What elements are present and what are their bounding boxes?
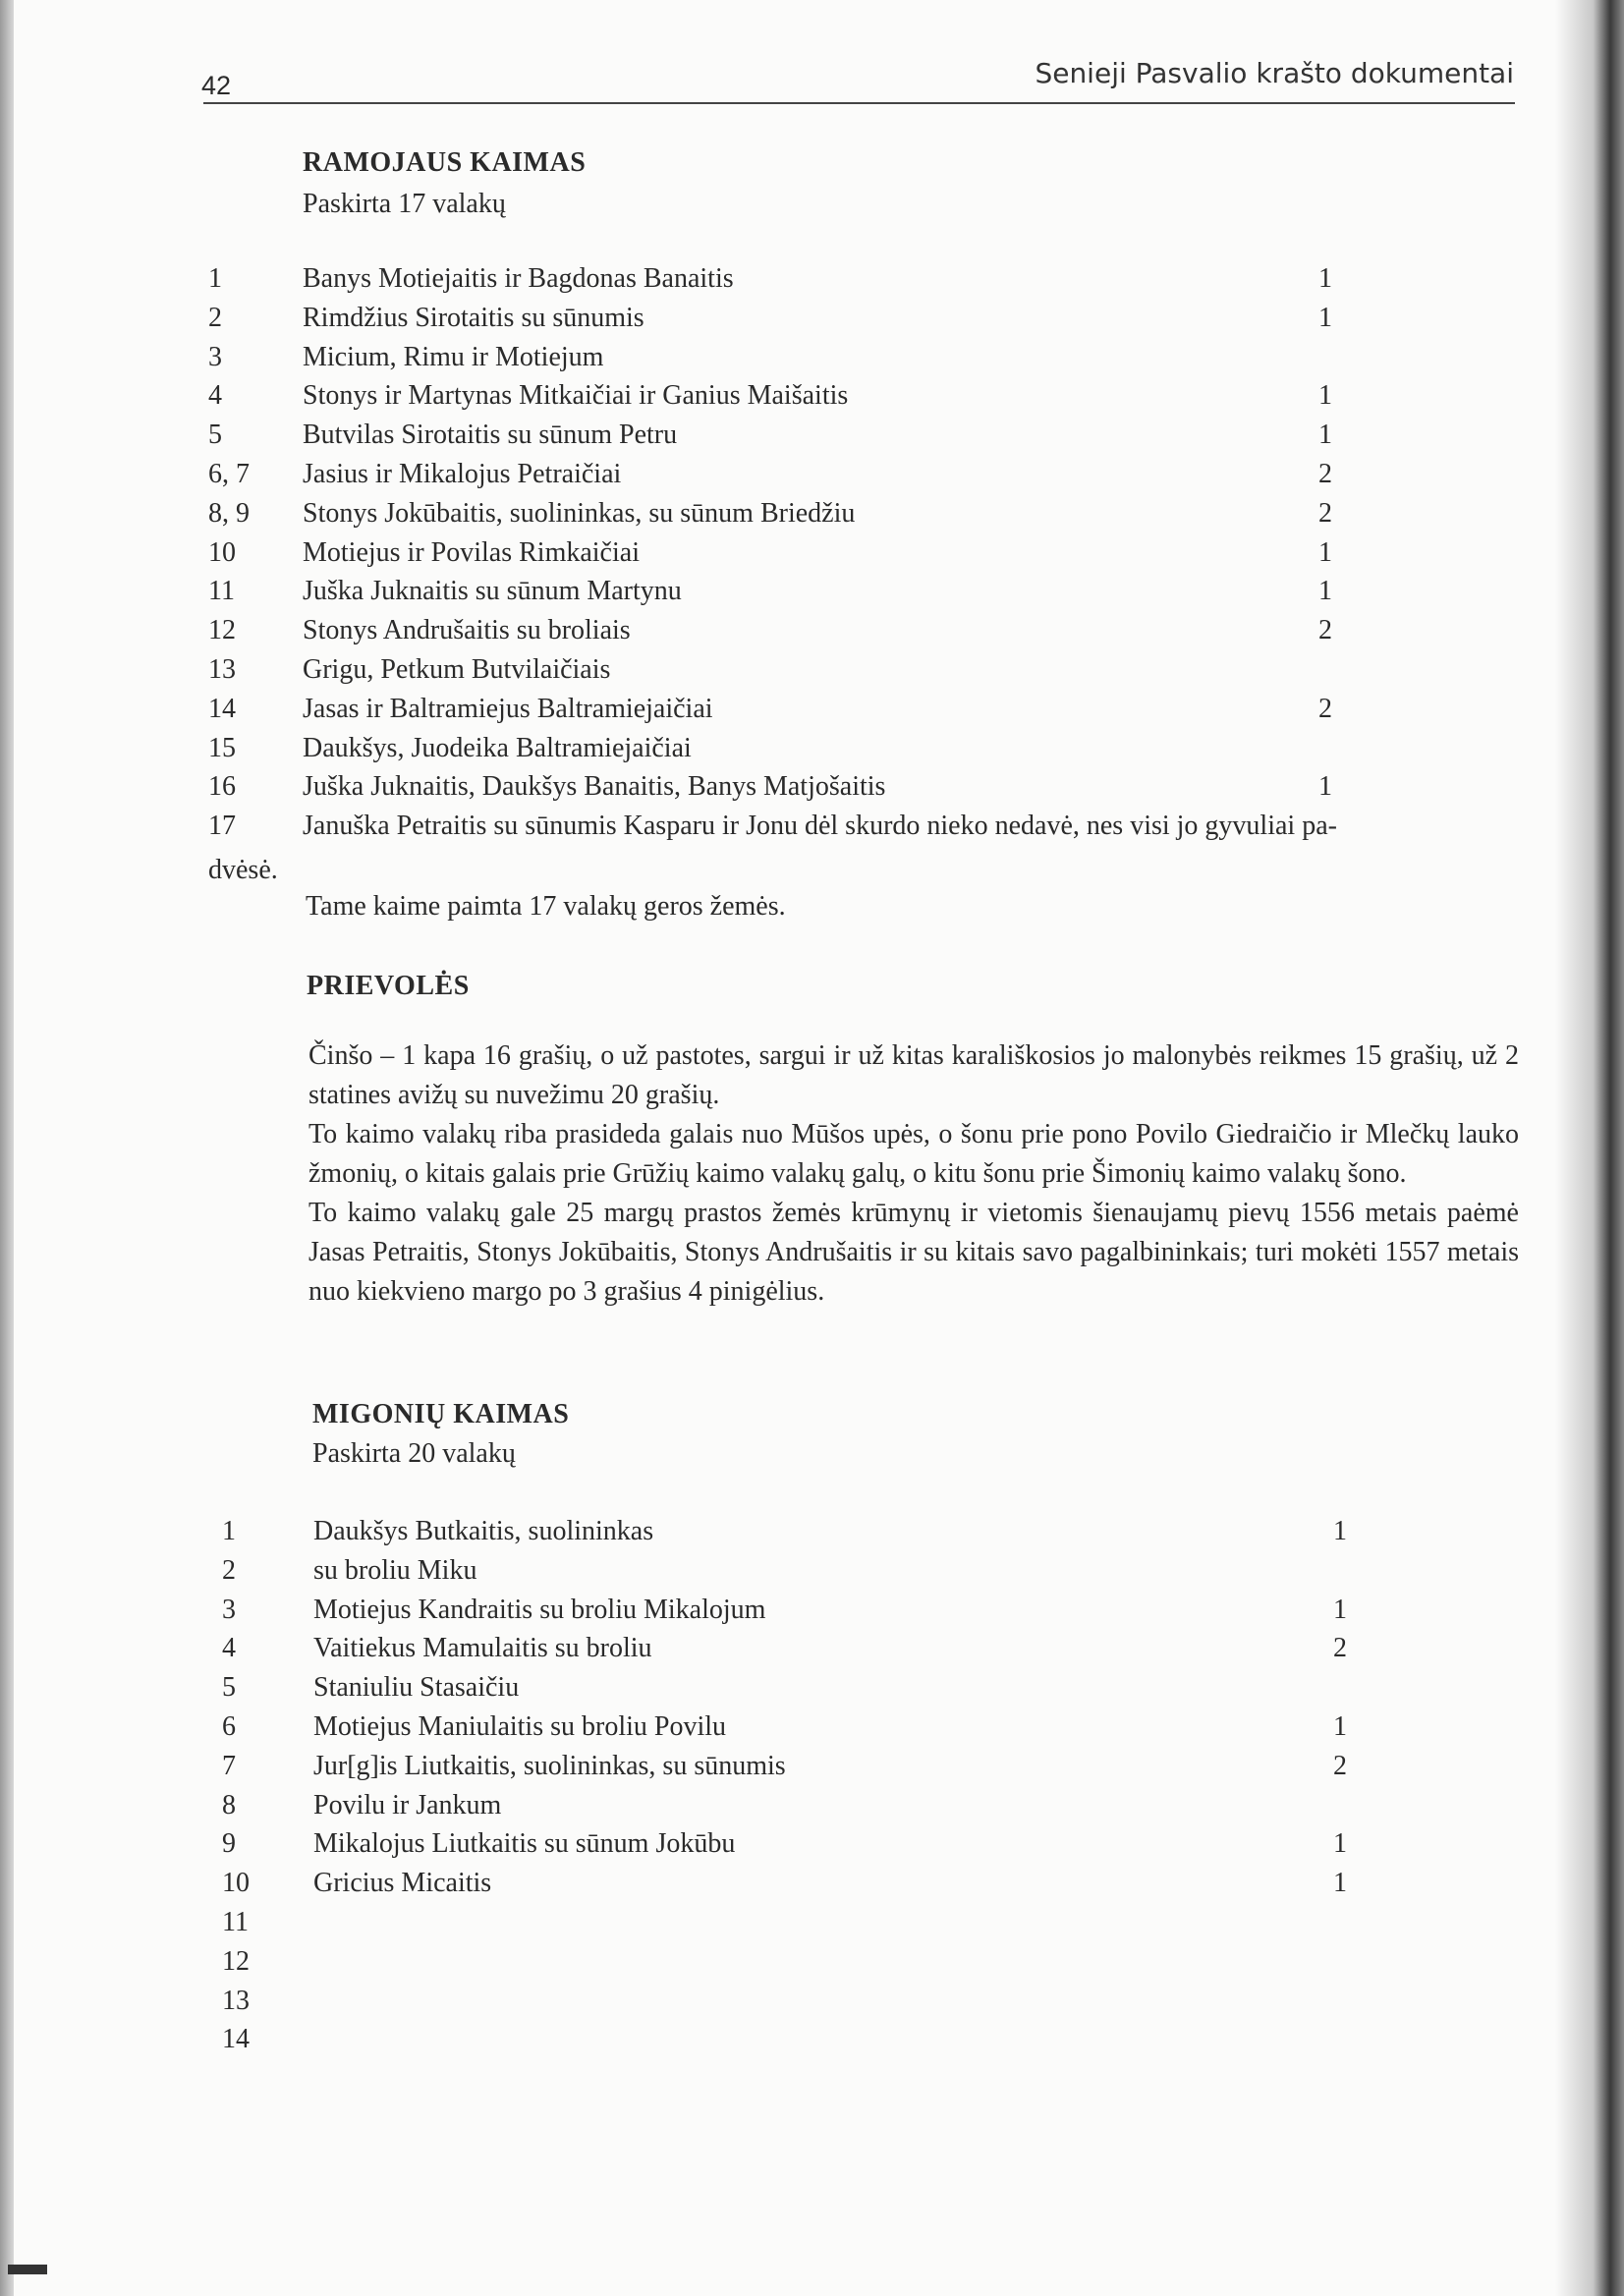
list-row [208, 420, 1584, 459]
row-name: su broliu Miku [313, 1554, 477, 1586]
row-amount: 2 [1333, 1633, 1347, 1664]
paragraph: Činšo – 1 kapa 16 grašių, o už pastotes, sargui ir už kitas karališkosios jo malonybės reikmes 15 grašių, už 2 statines avižų su nuvežimu 20 grašių. [308, 1040, 1519, 1110]
list-row [222, 1790, 1597, 1829]
row-number: 1 [222, 1516, 236, 1546]
row-name: Jasius ir Mikalojus Petraičiai [303, 459, 622, 489]
row-name: Banys Motiejaitis ir Bagdonas Banaitis [303, 263, 734, 294]
list-row [222, 1711, 1597, 1751]
row-number: 14 [208, 693, 236, 724]
list-row [208, 771, 1584, 811]
list-row [208, 459, 1584, 498]
row-amount: 1 [1318, 536, 1332, 568]
row-number: 14 [222, 2024, 250, 2055]
row-amount: 1 [1333, 1516, 1347, 1546]
row-amount: 2 [1318, 459, 1332, 489]
row-name: Januška Petraitis su sūnumis Kasparu ir Jonu dėl skurdo nieko nedavė, nes visi jo gyvuliai pa- [303, 811, 1337, 842]
row-name: Motiejus ir Povilas Rimkaičiai [303, 536, 640, 568]
scan-edge-left [0, 0, 14, 2296]
list-row [208, 303, 1584, 342]
row-number: 12 [222, 1945, 250, 1977]
row-name: Vaitiekus Mamulaitis su broliu [313, 1633, 652, 1664]
list-row [222, 1516, 1597, 1555]
row-number: 4 [222, 1633, 236, 1664]
row-amount: 1 [1318, 380, 1332, 412]
row-amount: 1 [1333, 1711, 1347, 1742]
row-number: 16 [208, 771, 236, 803]
paragraph: To kaimo valakų riba prasideda galais nuo Mūšos upės, o šonu prie pono Povilo Giedraičio ir Mlečkų lauko žmonių, o kitais galais prie Grūžių kaimo valakų galų, o kitu šonu prie Šimonių kaimo valakų šono. [308, 1119, 1519, 1189]
row-number: 3 [222, 1594, 236, 1625]
list-row [208, 654, 1584, 694]
row-name: Motiejus Maniulaitis su broliu Povilu [313, 1711, 727, 1742]
row-number: 5 [208, 420, 222, 451]
list-row [208, 576, 1584, 615]
row-name: Rimdžius Sirotaitis su sūnumis [303, 302, 644, 333]
row-number: 10 [222, 1868, 250, 1899]
row-name: Daukšys Butkaitis, suolininkas [313, 1516, 654, 1546]
row-number: 11 [208, 576, 235, 607]
paragraph: To kaimo valakų gale 25 margų prastos žemės krūmynų ir vietomis šienaujamų pievų 1556 metais paėmė Jasas Petraitis, Stonys Jokūbaitis, Stonys Andrušaitis ir su kitais savo pagalbininkais; turi mokėti 1557 metais nuo kiekvieno margo po 3 grašius 4 pinigėlius. [308, 1198, 1519, 1307]
row-name: Mikalojus Liutkaitis su sūnum Jokūbu [313, 1828, 736, 1860]
row-name: Micium, Rimu ir Motiejum [303, 341, 604, 372]
list-row [208, 811, 1584, 850]
row-number: 17 [208, 811, 236, 842]
row-number: 3 [208, 341, 222, 372]
row-number: 7 [222, 1750, 236, 1781]
row-number: 1 [208, 263, 222, 294]
list-row [208, 733, 1584, 772]
row-amount: 1 [1318, 420, 1332, 451]
list-row [222, 2024, 1597, 2063]
list-row [222, 1555, 1597, 1595]
row-amount: 2 [1333, 1750, 1347, 1781]
list-row [222, 1907, 1597, 1946]
list-row [208, 380, 1584, 420]
page-number: 42 [201, 71, 232, 100]
row-amount: 1 [1318, 263, 1332, 294]
row-name: Grigu, Petkum Butvilaičiais [303, 654, 611, 685]
row-number: 6 [222, 1711, 236, 1742]
list-row [208, 342, 1584, 381]
row-name: Stonys Andrušaitis su broliais [303, 615, 631, 646]
row-number: 11 [222, 1907, 249, 1937]
section-title-prievoles: PRIEVOLĖS [307, 971, 470, 1001]
row-amount: 1 [1333, 1828, 1347, 1860]
section-subtitle-migoniu: Paskirta 20 valakų [312, 1438, 516, 1469]
row-number: 8 [222, 1789, 236, 1820]
row-name: Staniuliu Stasaičiu [313, 1672, 520, 1704]
row-amount: 1 [1333, 1594, 1347, 1625]
row-amount: 2 [1318, 693, 1332, 724]
row-name: Jur[g]is Liutkaitis, suolininkas, su sūnumis [313, 1750, 786, 1781]
row-number: 2 [208, 302, 222, 333]
row-number: 10 [208, 536, 236, 568]
section-title-migoniu: MIGONIŲ KAIMAS [312, 1399, 570, 1429]
row-name: Stonys Jokūbaitis, suolininkas, su sūnum Briedžiu [303, 497, 856, 529]
row-name: Jasas ir Baltramiejus Baltramiejaičiai [303, 693, 713, 724]
row-number: 4 [208, 380, 222, 412]
list-row [222, 1946, 1597, 1986]
row-name: Juška Juknaitis, Daukšys Banaitis, Banys Matjošaitis [303, 771, 886, 803]
section-title-ramojaus: RAMOJAUS KAIMAS [303, 147, 587, 178]
row17-continuation: dvėsė. [208, 855, 278, 885]
running-title: Senieji Pasvalio krašto dokumentai [1035, 57, 1514, 89]
row-amount: 1 [1333, 1868, 1347, 1899]
list-row [222, 1986, 1597, 2025]
section-subtitle-ramojaus: Paskirta 17 valakų [303, 189, 506, 219]
row-number: 13 [208, 654, 236, 685]
list-row [222, 1868, 1597, 1907]
row-number: 6, 7 [208, 459, 250, 489]
row-amount: 1 [1318, 576, 1332, 607]
row-number: 15 [208, 732, 236, 763]
ramojaus-total: Tame kaime paimta 17 valakų geros žemės. [306, 891, 786, 922]
row-name: Daukšys, Juodeika Baltramiejaičiai [303, 732, 692, 763]
row-name: Juška Juknaitis su sūnum Martynu [303, 576, 682, 607]
row-number: 5 [222, 1672, 236, 1704]
list-row [208, 694, 1584, 733]
list-row [208, 263, 1584, 303]
row-name: Butvilas Sirotaitis su sūnum Petru [303, 420, 678, 451]
row-name: Povilu ir Jankum [313, 1789, 502, 1820]
row-number: 2 [222, 1554, 236, 1586]
list-row [222, 1751, 1597, 1790]
row-number: 8, 9 [208, 497, 250, 529]
row-name: Stonys ir Martynas Mitkaičiai ir Ganius Maišaitis [303, 380, 849, 412]
row-amount: 1 [1318, 771, 1332, 803]
row-amount: 2 [1318, 615, 1332, 646]
row-number: 9 [222, 1828, 236, 1860]
row-amount: 1 [1318, 302, 1332, 333]
list-row [208, 498, 1584, 537]
row-number: 13 [222, 1985, 250, 2016]
list-row [208, 615, 1584, 654]
row-number: 12 [208, 615, 236, 646]
list-row [222, 1595, 1597, 1634]
prievoles-paragraphs [214, 1036, 1519, 1312]
list-row [222, 1633, 1597, 1672]
list-row [222, 1672, 1597, 1711]
header-rule [203, 102, 1515, 104]
scan-mark [8, 2265, 47, 2274]
row-name: Motiejus Kandraitis su broliu Mikalojum [313, 1594, 766, 1625]
row-amount: 2 [1318, 497, 1332, 529]
list-row [222, 1828, 1597, 1868]
row-name: Gricius Micaitis [313, 1868, 492, 1899]
list-row [208, 537, 1584, 577]
